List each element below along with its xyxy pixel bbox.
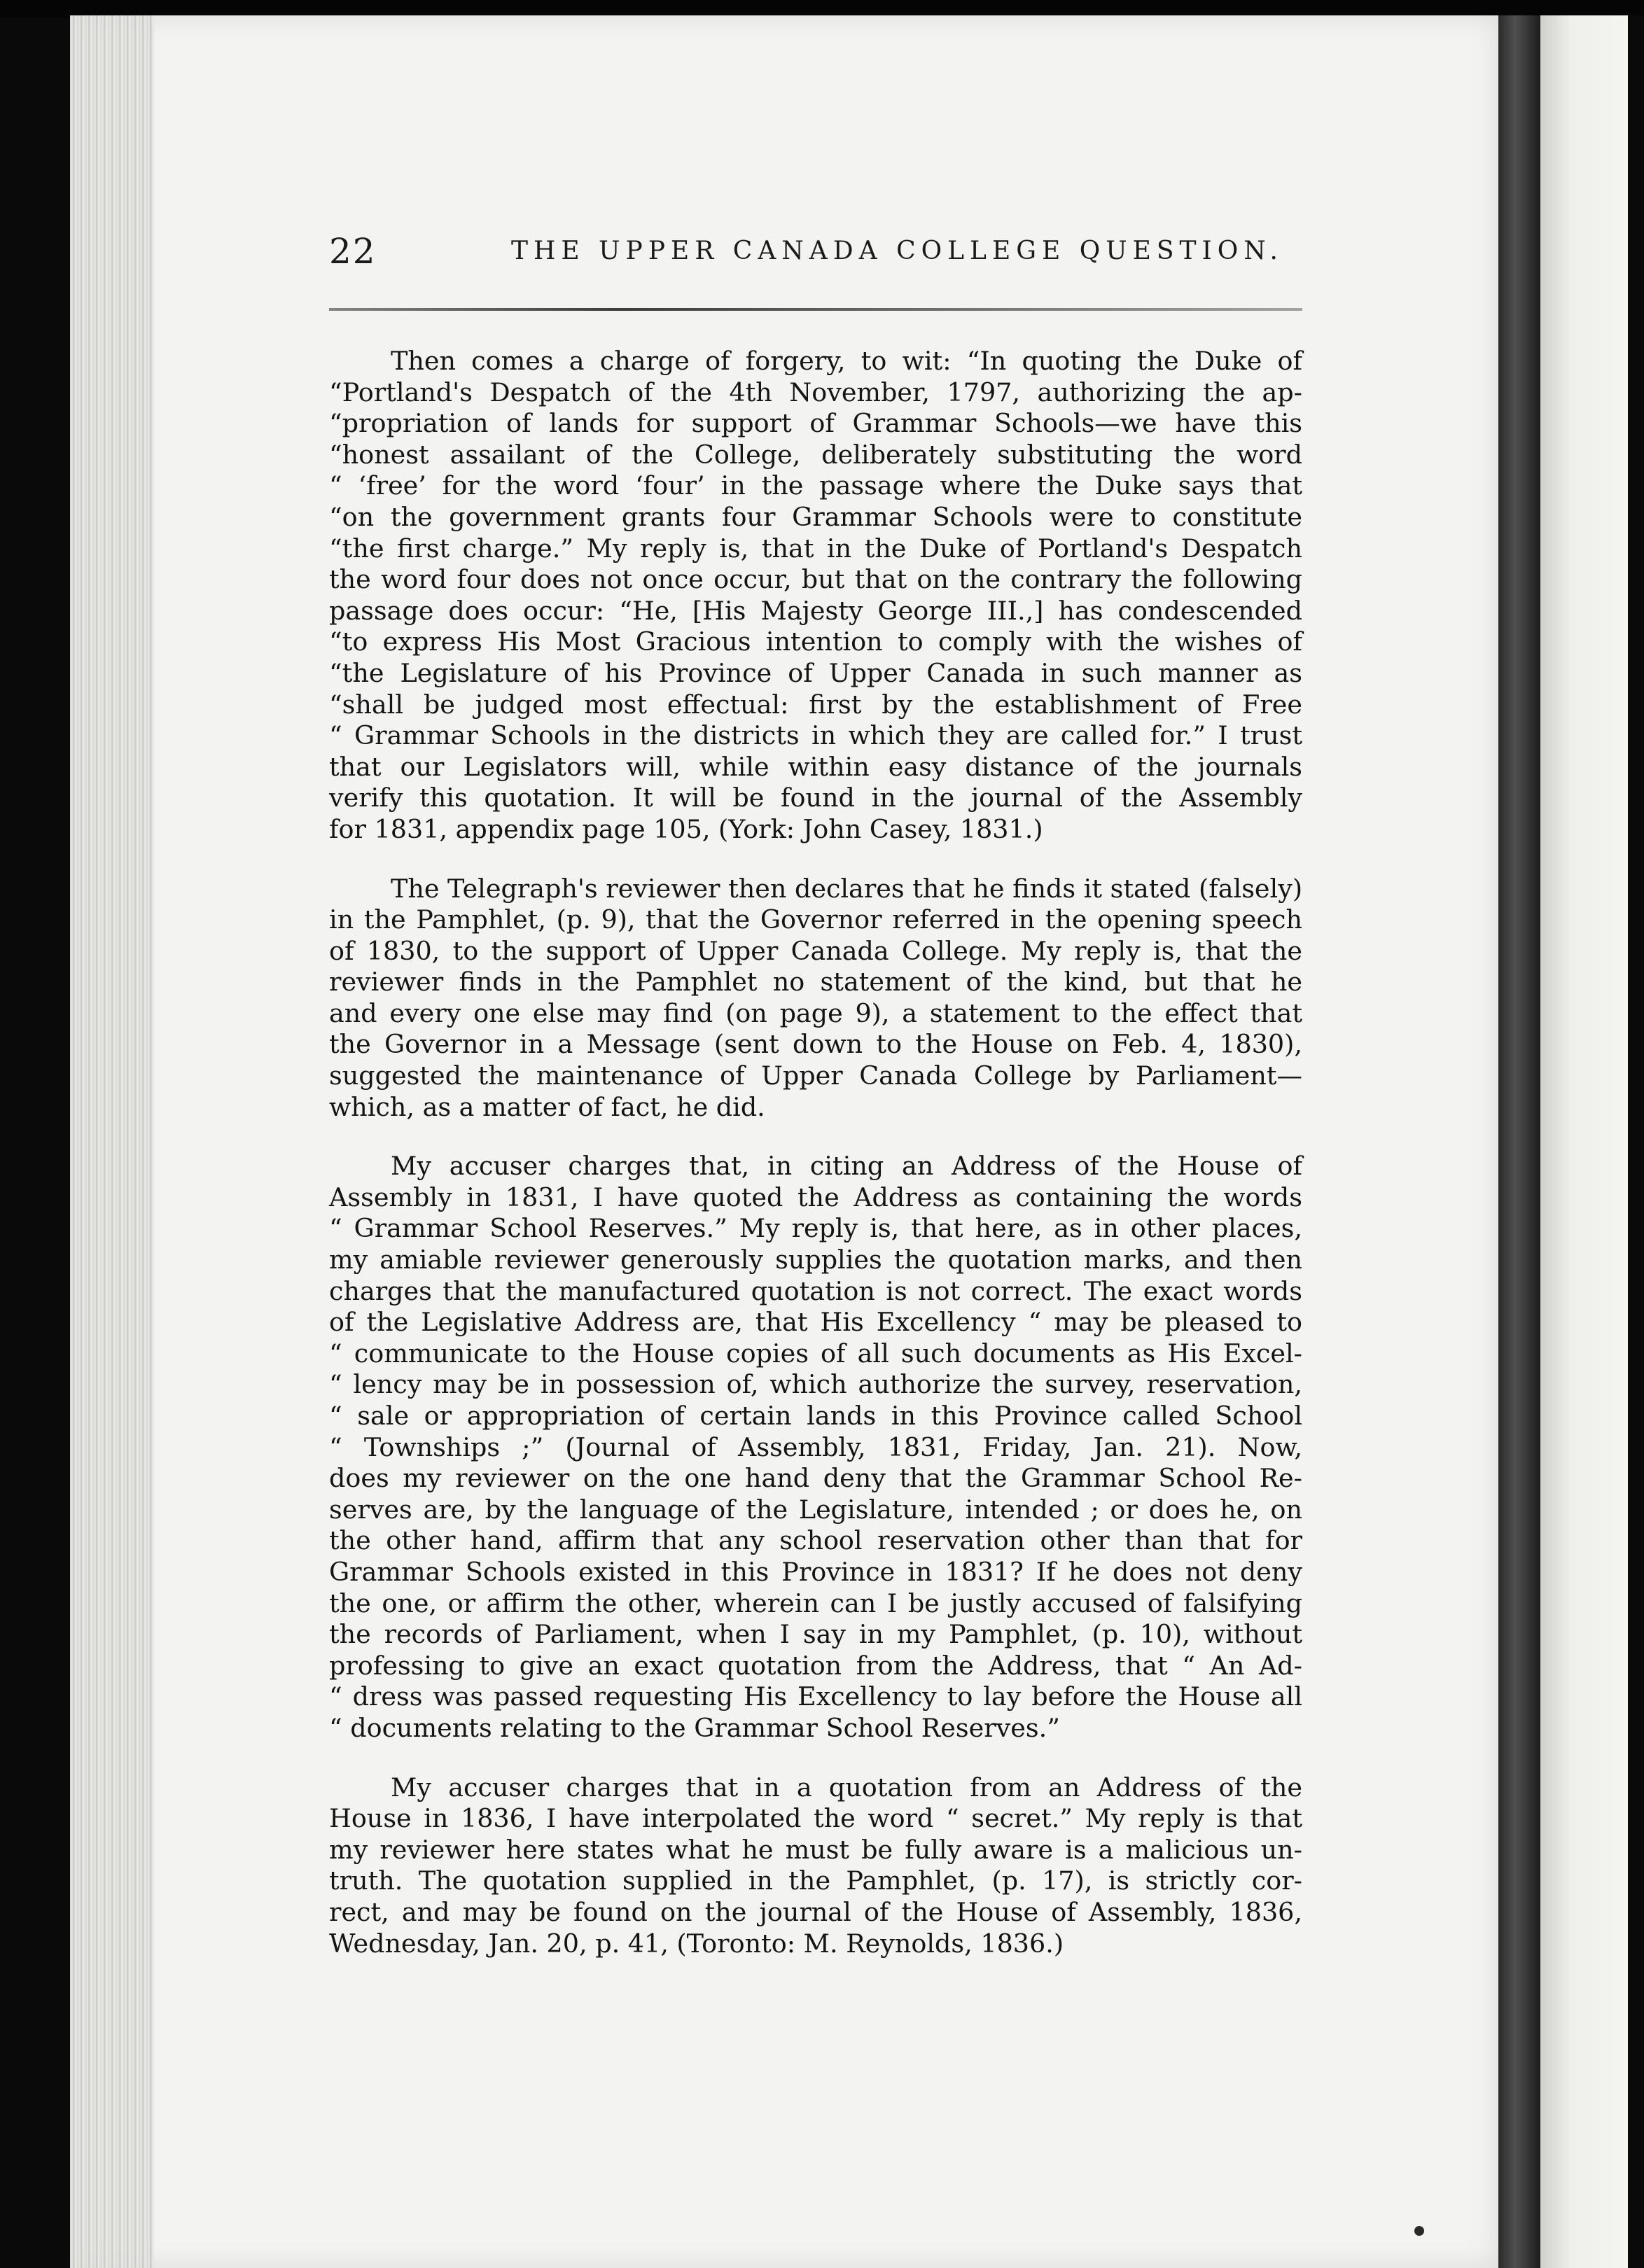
page-header — [329, 231, 1283, 280]
page-stack-edges — [70, 15, 154, 2268]
text-line: “ sale or appropriation of certain lands in this Province called School — [329, 1401, 1302, 1431]
text-line: the Governor in a Message (sent down to the House on Feb. 4, 1830), — [329, 1029, 1302, 1060]
text-line: Then comes a charge of forgery, to wit: “In quoting the Duke of — [391, 346, 1302, 376]
page-number: 22 — [329, 231, 377, 272]
text-line: my amiable reviewer generously supplies the quotation marks, and then — [329, 1245, 1302, 1275]
text-line: in the Pamphlet, (p. 9), that the Governor referred in the opening speech — [329, 904, 1302, 935]
running-head: THE UPPER CANADA COLLEGE QUESTION. — [511, 237, 1283, 265]
text-line: truth. The quotation supplied in the Pamphlet, (p. 17), is strictly cor- — [329, 1865, 1302, 1896]
text-line: “ documents relating to the Grammar School Reserves.” — [329, 1712, 1060, 1743]
text-line: “the Legislature of his Province of Upper Canada in such manner as — [329, 657, 1302, 688]
text-line: Assembly in 1831, I have quoted the Address as containing the words — [329, 1182, 1302, 1212]
text-line: “honest assailant of the College, deliberately substituting the word — [329, 439, 1302, 470]
text-line: “ dress was passed requesting His Excellency to lay before the House all — [329, 1681, 1302, 1712]
text-line: “ lency may be in possession of, which authorize the survey, reservation, — [329, 1369, 1302, 1400]
scan-border-right — [1628, 15, 1644, 2268]
text-line: Grammar Schools existed in this Province in 1831? If he does not deny — [329, 1556, 1302, 1587]
text-line: the one, or affirm the other, wherein can I be justly accused of falsifying — [329, 1588, 1302, 1618]
text-line: of 1830, to the support of Upper Canada College. My reply is, that the — [329, 935, 1302, 966]
text-line: House in 1836, I have interpolated the word “ secret.” My reply is that — [329, 1803, 1302, 1834]
paragraph — [329, 1151, 1302, 1744]
text-line: “shall be judged most effectual: first by the establishment of Free — [329, 689, 1302, 720]
text-line: and every one else may find (on page 9), a statement to the effect that — [329, 997, 1302, 1028]
text-line: My accuser charges that in a quotation from an Address of the — [391, 1772, 1302, 1802]
scan-speck — [1414, 2226, 1424, 2236]
text-line: reviewer finds in the Pamphlet no statement of the kind, but that he — [329, 967, 1302, 997]
text-line: my reviewer here states what he must be fully aware is a malicious un- — [329, 1834, 1302, 1865]
text-line: verify this quotation. It will be found in the journal of the Assembly — [329, 783, 1302, 813]
text-line: suggested the maintenance of Upper Canada College by Parliament— — [329, 1060, 1302, 1091]
text-line: the records of Parliament, when I say in my Pamphlet, (p. 10), without — [329, 1619, 1302, 1650]
text-line: “ communicate to the House copies of all such documents as His Excel- — [329, 1338, 1302, 1368]
text-line: “on the government grants four Grammar Schools were to constitute — [329, 501, 1302, 532]
text-line: serves are, by the language of the Legislature, intended ; or does he, on — [329, 1494, 1302, 1525]
text-line: “ ‘free’ for the word ‘four’ in the passage where the Duke says that — [329, 470, 1302, 501]
text-line: of the Legislative Address are, that His Excellency “ may be pleased to — [329, 1307, 1302, 1338]
text-line: rect, and may be found on the journal of the House of Assembly, 1836, — [329, 1896, 1302, 1927]
header-rule — [329, 308, 1302, 311]
text-line: “to express His Most Gracious intention to comply with the wishes of — [329, 626, 1302, 657]
text-line: professing to give an exact quotation from the Address, that “ An Ad- — [329, 1650, 1302, 1681]
text-line: for 1831, appendix page 105, (York: John Casey, 1831.) — [329, 813, 1043, 844]
paragraph — [329, 346, 1302, 846]
text-line: “ Grammar School Reserves.” My reply is, that here, as in other places, — [329, 1213, 1302, 1244]
book-gutter — [1498, 15, 1540, 2268]
paragraph — [329, 1772, 1302, 1960]
text-line: Wednesday, Jan. 20, p. 41, (Toronto: M. Reynolds, 1836.) — [329, 1928, 1064, 1959]
text-line: “Portland's Despatch of the 4th November, 1797, authorizing the ap- — [329, 377, 1302, 407]
text-line: passage does occur: “He, [His Majesty George III.,] has condescended — [329, 595, 1302, 626]
paragraph — [329, 874, 1302, 1124]
text-line: The Telegraph's reviewer then declares that he finds it stated (falsely) — [391, 873, 1303, 904]
text-line: the word four does not once occur, but that on the contrary the following — [329, 564, 1302, 595]
text-line: “the first charge.” My reply is, that in the Duke of Portland's Despatch — [329, 533, 1302, 564]
text-line: which, as a matter of fact, he did. — [329, 1091, 765, 1122]
body-text — [329, 346, 1302, 1987]
text-line: “ Townships ;” (Journal of Assembly, 1831, Friday, Jan. 21). Now, — [329, 1432, 1302, 1462]
text-line: that our Legislators will, while within easy distance of the journals — [329, 751, 1302, 782]
text-line: the other hand, affirm that any school reservation other than that for — [329, 1525, 1302, 1556]
text-line: does my reviewer on the one hand deny that the Grammar School Re- — [329, 1463, 1302, 1494]
text-line: “ Grammar Schools in the districts in which they are called for.” I trust — [329, 720, 1302, 751]
text-line: My accuser charges that, in citing an Address of the House of — [391, 1151, 1302, 1182]
text-line: “propriation of lands for support of Grammar Schools—we have this — [329, 408, 1302, 439]
text-line: charges that the manufactured quotation is not correct. The exact words — [329, 1275, 1302, 1306]
